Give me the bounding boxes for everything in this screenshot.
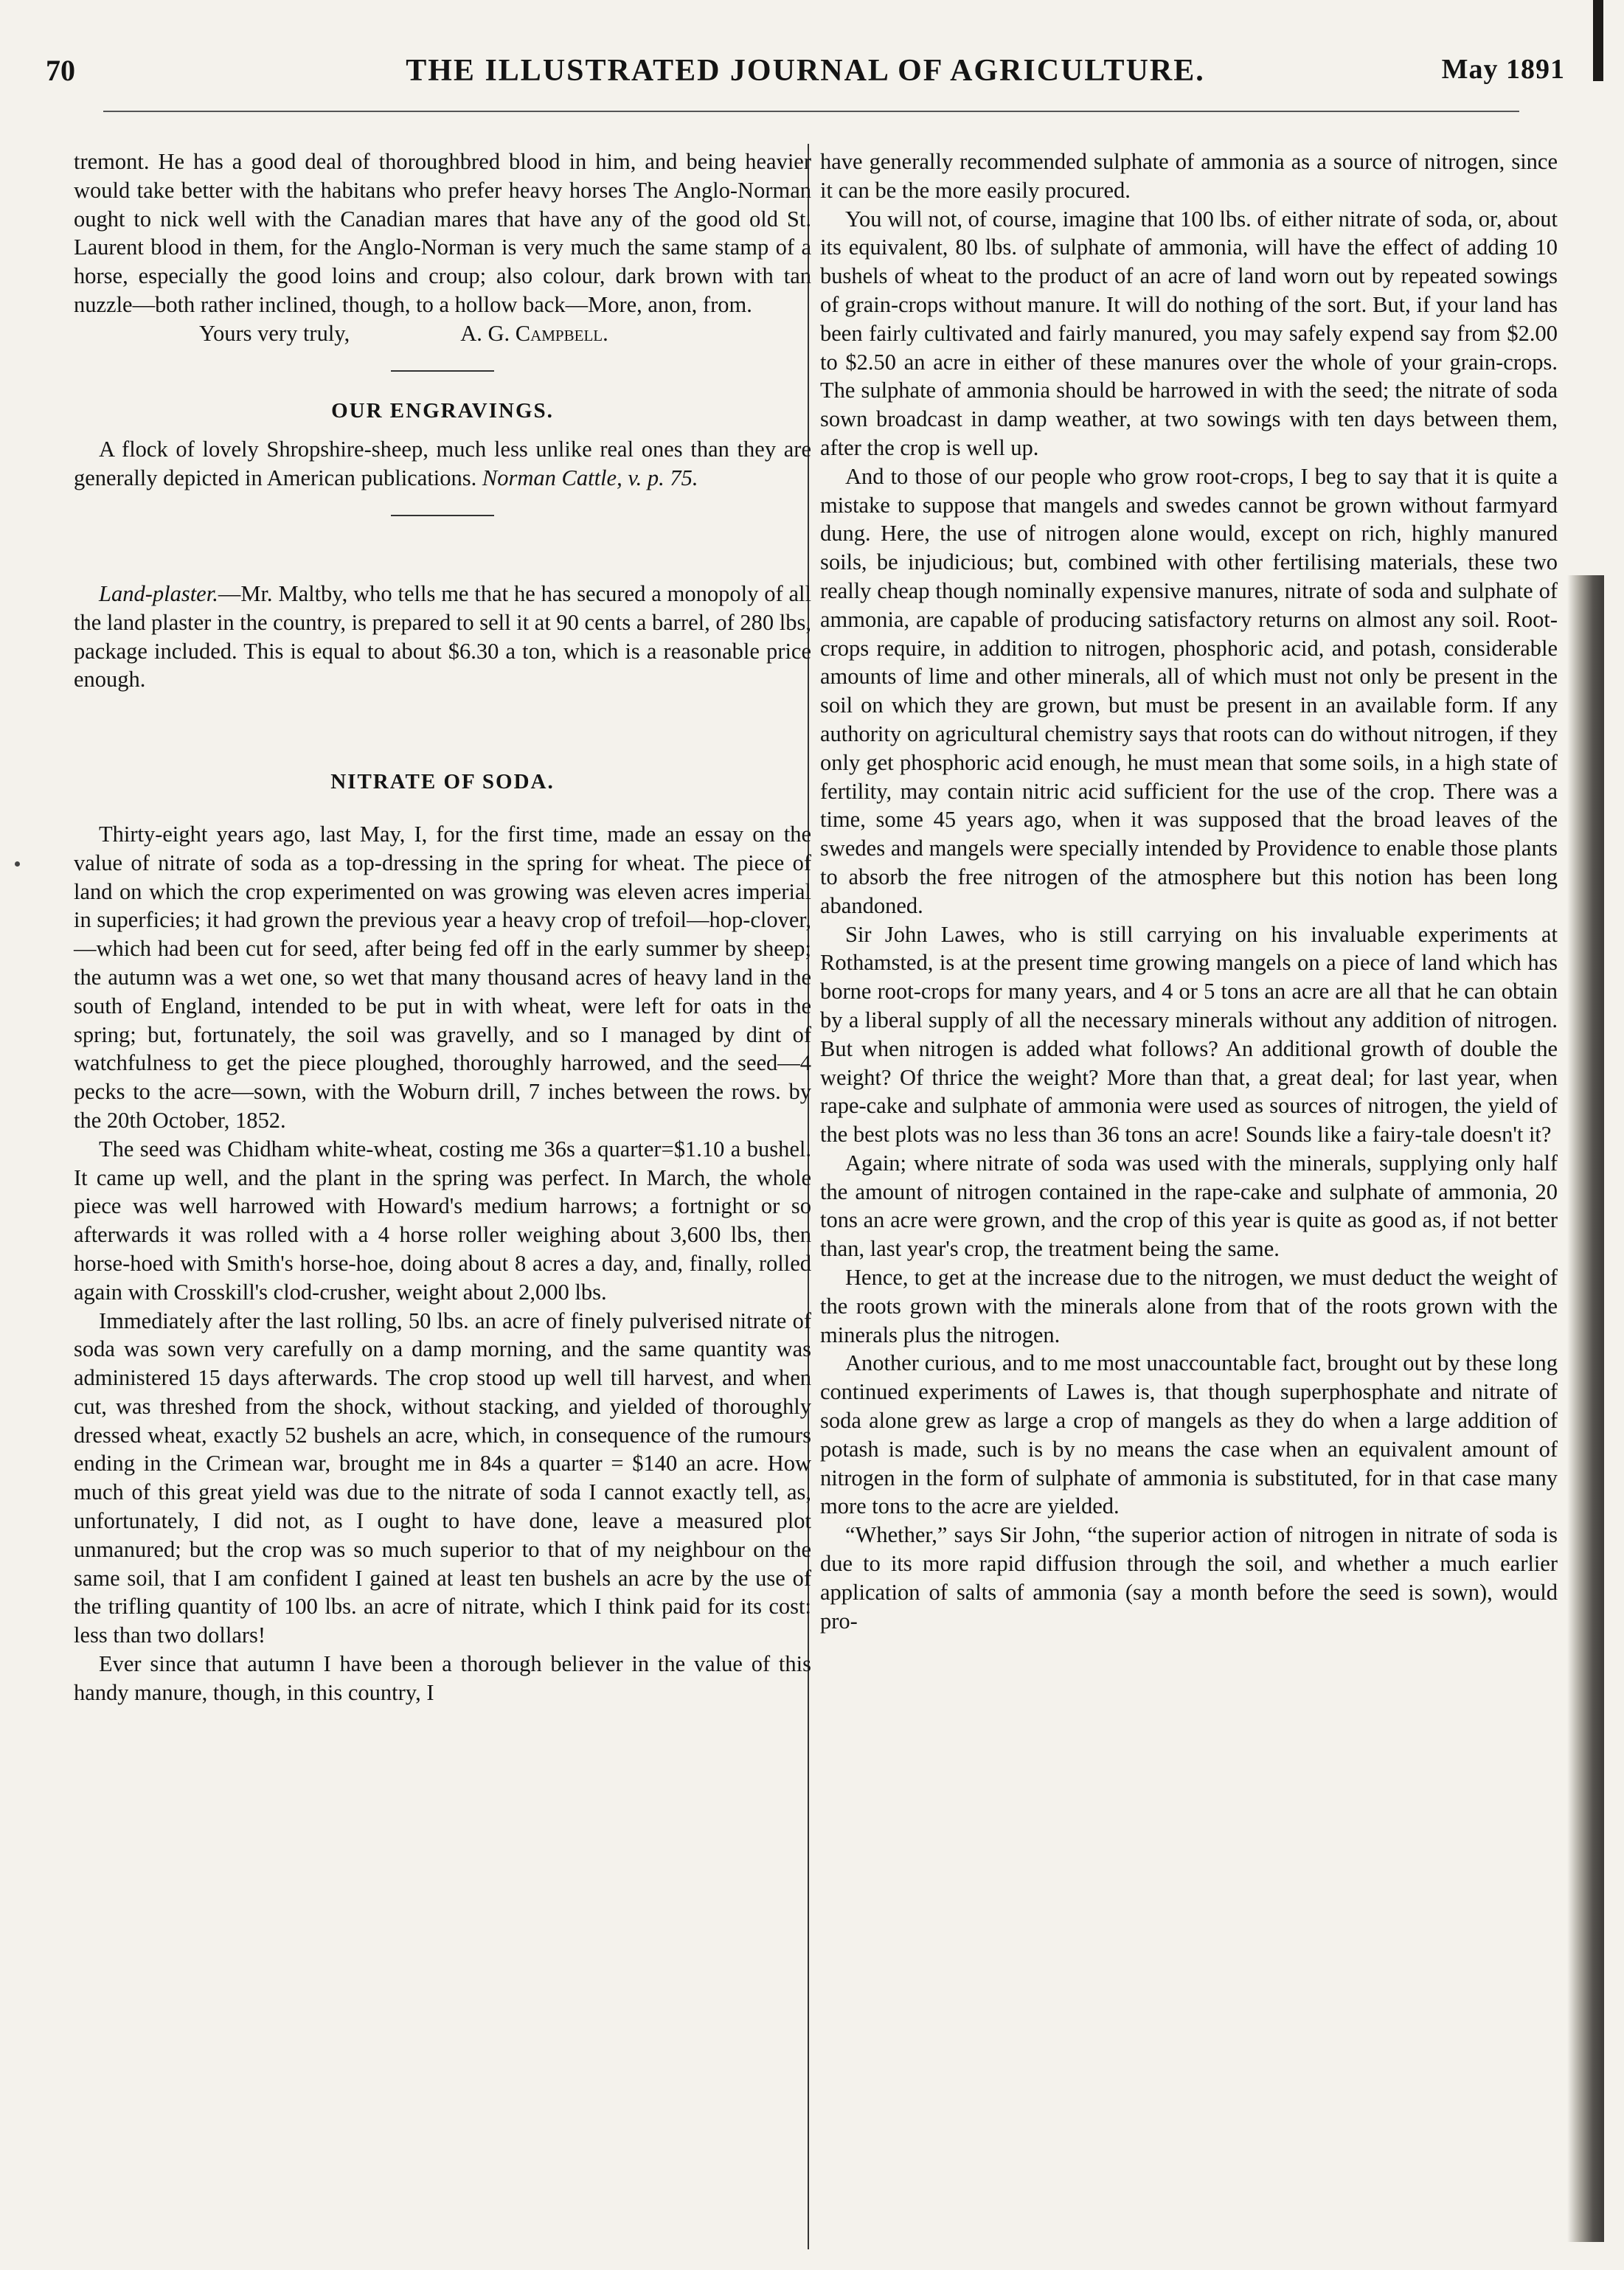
- header-rule: [103, 111, 1519, 112]
- engravings-caption: A flock of lovely Shropshire-sheep, much less unlike real ones than they are generally depicted in American publications.: [74, 437, 811, 491]
- scan-edge-mark: [1593, 0, 1603, 81]
- article-paragraph: Immediately after the last rolling, 50 lbs. an acre of finely pulverised nitrate of soda was sown very carefully on a damp morning, and the same quantity was administered 15 days afterwards. The crop stood up well till harvest, and when cut, was threshed from the shock, without stacking, and yielded of thoroughly dressed wheat, exactly 52 bushels an acre, which, in consequence of the rumours ending in the Crimean war, brought me in 84s a quarter = $140 an acre. How much of this great yield was due to the nitrate of soda I cannot exactly tell, as, unfortunately, I did not, as I ought to have done, leave a measured plot unmanured; but the crop was so much superior to that of my neighbour on the same soil, that I am confident I gained at least ten bushels an acre by the use of the trifling quantity of 100 lbs. an acre of nitrate, which I think paid for its cost: less than two dollars!: [74, 1308, 811, 1648]
- nitrate-heading: NITRATE OF SODA.: [330, 770, 555, 794]
- spacer: [74, 694, 811, 756]
- section-rule: [391, 370, 494, 372]
- article-paragraph: The seed was Chidham white-wheat, costing me 36s a quarter=$1.10 a bushel. It came up well, and the plant in the spring was perfect. In March, the whole piece was well harrowed with Howard's medium harrows; a fortnight or so afterwards it was rolled with a 4 horse roller weighing about 3,600 lbs, then horse-hoed with Smith's horse-hoe, doing about 8 acres a day, and, finally, rolled again with Crosskill's clod-crusher, weight about 2,000 lbs.: [74, 1136, 811, 1305]
- engravings-source: Norman Cattle, v. p. 75.: [482, 465, 698, 491]
- article-paragraph: Thirty-eight years ago, last May, I, for the first time, made an essay on the value of nitrate of soda as a top-dressing in the spring for wheat. The piece of land on which the crop experimented on was growing was eleven acres imperial in superficies; it had grown the previous year a heavy crop of trefoil—hop-clover,—which had been cut for seed, after being fed off in the early summer by sheep; the autumn was a wet one, so wet that many thousand acres of heavy land in the south of England, intended to be put in with wheat, were left for oats in the spring; but, fortunately, the soil was gravelly, and so I managed by dint of watchfulness to get the piece ploughed, thoroughly harrowed, and the seed—4 pecks to the acre—sown, with the Woburn drill, 7 inches between the rows. by the 20th October, 1852.: [74, 821, 811, 1133]
- signoff-name: A. G. Campbell.: [460, 320, 608, 346]
- spacer: [74, 807, 811, 820]
- letter-signoff: [74, 319, 811, 348]
- landplaster-text: —Mr. Maltby, who tells me that he has secured a monopoly of all the land plaster in the country, is prepared to sell it at 90 cents a barrel, of 280 lbs, package included. This is equal to about $6.30 a ton, which is a reasonable price enough.: [74, 580, 811, 693]
- left-column: [74, 147, 811, 1707]
- journal-title: THE ILLUSTRATED JOURNAL OF AGRICULTURE.: [406, 54, 1205, 88]
- letter-paragraph: tremont. He has a good deal of thoroughbred blood in him, and being heavier would take better with the habitans who prefer heavy horses The Anglo-Norman ought to nick well with the Canadian mares that have any of the good old St. Laurent blood in them, for the Anglo-Norman is very much the same stamp of a horse, especially the good loins and croup; also colour, dark brown with tan nuzzle—both rather inclined, though, to a hollow back—More, anon, from.: [74, 149, 811, 317]
- landplaster-paragraph: [74, 580, 811, 694]
- article-paragraph: Hence, to get at the increase due to the nitrogen, we must deduct the weight of the roots grown with the minerals alone from that of the roots grown with the minerals plus the nitrogen.: [820, 1265, 1558, 1347]
- signoff-closing: Yours very truly,: [199, 320, 350, 346]
- article-paragraph: “Whether,” says Sir John, “the superior action of nitrogen in nitrate of soda is due to its more rapid diffusion through the soil, and whether a much earlier application of salts of ammonia (say a month before the seed is sown), would pro-: [820, 1522, 1558, 1634]
- issue-date: May 1891: [1441, 54, 1565, 85]
- article-paragraph: Again; where nitrate of soda was used with the minerals, supplying only half the amount of nitrogen contained in the rape-cake and sulphate of ammonia, 20 tons an acre were grown, and the crop of this year is quite as good as, if not better than, last year's crop, the treatment being the same.: [820, 1150, 1558, 1262]
- right-column: [820, 147, 1558, 1635]
- article-paragraph: You will not, of course, imagine that 100 lbs. of either nitrate of soda, or, about its equivalent, 80 lbs. of sulphate of ammonia, will have the effect of adding 10 bushels of wheat to the product of an acre of land worn out by repeated sowings of grain-crops without manure. It will do nothing of the sort. But, if your land has been fairly cultivated and fairly manured, you may safely expend say from $2.00 to $2.50 an acre in either of these manures over the whole of your grain-crops. The sulphate of ammonia should be harrowed in with the seed; the nitrate of soda sown broadcast in damp weather, at two sowings with ten days between them, after the crop is well up.: [820, 206, 1558, 460]
- page-header: [46, 53, 1565, 105]
- spacer: [74, 541, 811, 580]
- engravings-heading: OUR ENGRAVINGS.: [331, 398, 554, 423]
- article-paragraph: Ever since that autumn I have been a thorough believer in the value of this handy manure, though, in this country, I: [74, 1651, 811, 1705]
- section-rule: [391, 515, 494, 516]
- article-paragraph: And to those of our people who grow root-crops, I beg to say that it is quite a mistake to suppose that mangels and swedes cannot be grown without farmyard dung. Here, the use of nitrogen alone would, except on rich, highly manured soils, be injudicious; but, combined with other fertilising materials, these two really cheap though nominally expensive manures, nitrate of soda and sulphate of ammonia, are capable of producing satisfactory returns on almost any soil. Root-crops require, in addition to nitrogen, phosphoric acid, and potash, considerable amounts of lime and other minerals, all of which must not only be present in the soil on which they are grown, but must be present in an available form. If any authority on agricultural chemistry says that roots can do without nitrogen, if they only get phosphoric acid enough, he must mean that some soils, in a high state of fertility, may contain nitric acid sufficient for the use of the crop. There was a time, some 45 years ago, when it was supposed that the broad leaves of the swedes and mangels were specially intended by Providence to enable those plants to absorb the free nitrogen of the atmosphere but this notion has been long abandoned.: [820, 463, 1558, 918]
- engravings-text: [74, 435, 811, 493]
- landplaster-lead: Land-plaster.: [99, 580, 218, 606]
- margin-speck: [15, 861, 20, 867]
- page-number: 70: [46, 54, 75, 87]
- article-paragraph: have generally recommended sulphate of ammonia as a source of nitrogen, since it can be the more easily procured.: [820, 149, 1558, 203]
- scan-edge-shadow: [1567, 575, 1604, 2242]
- article-paragraph: Another curious, and to me most unaccountable fact, brought out by these long continued experiments of Lawes is, that though superphosphate and nitrate of soda alone grew as large a crop of mangels as they do when a large addition of potash is made, such is by no means the case when an equivalent amount of nitrogen in the form of sulphate of ammonia is substituted, for in that case many more tons to the acre are yielded.: [820, 1350, 1558, 1519]
- article-paragraph: Sir John Lawes, who is still carrying on his invaluable experiments at Rothamsted, is at the present time growing mangels on a piece of land which has borne root-crops for many years, and 4 or 5 tons an acre are all that he can obtain by a liberal supply of all the necessary minerals without any addition of nitrogen. But when nitrogen is added what follows? An additional growth of double the weight? Of thrice the weight? More than that, a great deal; for last year, when rape-cake and sulphate of ammonia were used as sources of nitrogen, the yield of the best plots was no less than 36 tons an acre! Sounds like a fairy-tale doesn't it?: [820, 921, 1558, 1148]
